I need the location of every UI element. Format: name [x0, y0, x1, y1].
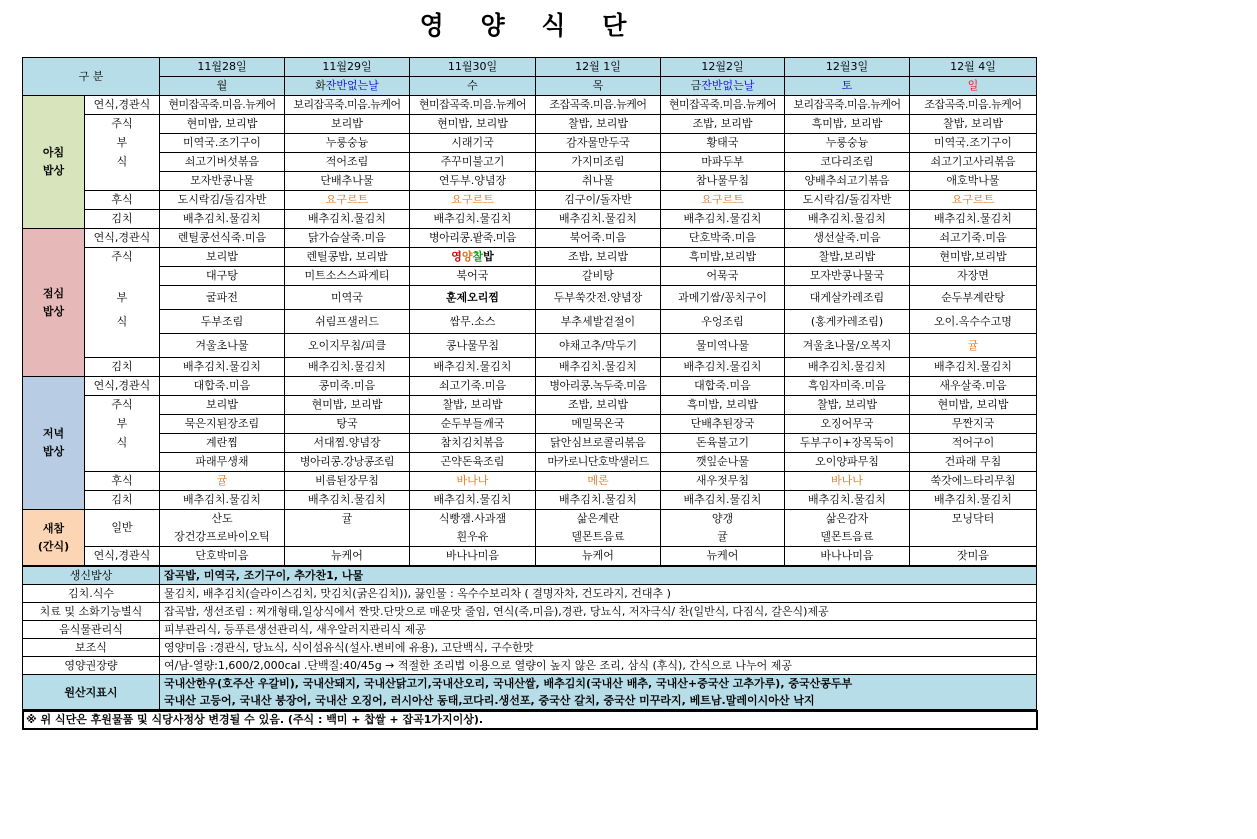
menu-cell: 취나물	[536, 172, 661, 191]
menu-cell: 새우살죽.미음	[910, 377, 1037, 396]
menu-cell: 현미잡곡죽.미음.뉴케어	[160, 96, 285, 115]
row-label	[85, 172, 160, 191]
menu-cell: 돈육불고기	[661, 434, 785, 453]
menu-cell: 배추김치.물김치	[410, 491, 536, 510]
table-row	[23, 210, 1037, 229]
origin-text	[160, 675, 1037, 710]
menu-cell: 누룽숭늉	[285, 134, 410, 153]
footer-row	[23, 603, 1037, 621]
menu-cell	[910, 528, 1037, 547]
menu-cell: 델몬트음료	[785, 528, 910, 547]
menu-cell: 배추김치.물김치	[160, 491, 285, 510]
menu-cell: 병아리콩.강낭콩조림	[285, 453, 410, 472]
menu-cell: 렌틸콩선식죽.미음	[160, 229, 285, 248]
footer-row	[23, 585, 1037, 603]
menu-cell: 보리밥	[160, 396, 285, 415]
footer-label: 치료 및 소화기능별식	[23, 603, 160, 621]
origin-line: 국내산 고등어, 국내산 붕장어, 국내산 오징어, 러시아산 동태,코다리.생선포, 중국산 갈치, 중국산 미꾸라지, 베트남.말레이시아산 낙지	[164, 694, 815, 707]
menu-cell: 찰밥, 보리밥	[910, 115, 1037, 134]
header-date: 11월30일	[410, 58, 536, 77]
menu-cell: 미역국.조기구이	[160, 134, 285, 153]
menu-cell: 부추세발겉절이	[536, 310, 661, 334]
menu-cell: 배추김치.물김치	[410, 358, 536, 377]
menu-cell: 배추김치.물김치	[536, 210, 661, 229]
menu-cell: 훈제오리찜	[410, 286, 536, 310]
header-weekday	[785, 77, 910, 96]
section-label-line: 밥상	[42, 164, 65, 177]
header-weekday	[285, 77, 410, 96]
row-label: 연식,경관식	[85, 96, 160, 115]
table-row	[23, 115, 1037, 134]
menu-cell: 배추김치.물김치	[285, 210, 410, 229]
menu-cell: 적어조림	[285, 153, 410, 172]
menu-cell: 조밥, 보리밥	[661, 115, 785, 134]
menu-cell: 배추김치.물김치	[661, 491, 785, 510]
menu-cell: 대합죽.미음	[661, 377, 785, 396]
table-row	[23, 510, 1037, 529]
table-row	[23, 472, 1037, 491]
menu-cell: 곤약돈육조림	[410, 453, 536, 472]
menu-cell: 자장면	[910, 267, 1037, 286]
menu-cell: 잣미음	[910, 547, 1037, 566]
menu-cell: 쉬림프샐러드	[285, 310, 410, 334]
menu-cell: 뉴케어	[661, 547, 785, 566]
menu-cell: 흑미밥,보리밥	[661, 248, 785, 267]
menu-cell: 보리밥	[285, 115, 410, 134]
menu-cell: 귤	[661, 528, 785, 547]
menu-cell: 배추김치.물김치	[536, 358, 661, 377]
menu-cell: 두부조림	[160, 310, 285, 334]
menu-cell: 시래기국	[410, 134, 536, 153]
menu-cell: 귤	[160, 472, 285, 491]
menu-cell: 보리잡곡죽.미음.뉴케어	[785, 96, 910, 115]
table-row	[23, 172, 1037, 191]
menu-cell: 콩나물무침	[410, 334, 536, 358]
menu-cell: 단호박죽.미음	[661, 229, 785, 248]
footer-text: 잡곡밥, 생선조림 : 찌개형태,일상식에서 짠맛.단맛으로 매운맛 줄임, 연식(죽,미음),경관, 당뇨식, 저자극식/ 찬(일반식, 다짐식, 갈은식)제공	[160, 603, 1037, 621]
weekday-label: 월	[216, 79, 228, 92]
header-label: 구 분	[23, 58, 160, 96]
menu-cell: 요구르트	[910, 191, 1037, 210]
menu-cell: 누룽숭늉	[785, 134, 910, 153]
table-row	[23, 358, 1037, 377]
footer-row	[23, 657, 1037, 675]
menu-cell	[285, 528, 410, 547]
menu-cell: 배추김치.물김치	[536, 491, 661, 510]
menu-cell: 양갱	[661, 510, 785, 529]
section-label-line: 아침	[42, 146, 65, 159]
menu-cell: 어묵국	[661, 267, 785, 286]
menu-cell: 현미밥, 보리밥	[910, 396, 1037, 415]
footer-row	[23, 567, 1037, 585]
menu-cell: 오징어무국	[785, 415, 910, 434]
menu-cell: 배추김치.물김치	[160, 210, 285, 229]
section-label-line: 밥상	[42, 304, 65, 318]
footer-label: 생신밥상	[23, 567, 160, 585]
table-row	[23, 310, 1037, 334]
header-weekday	[661, 77, 785, 96]
menu-cell: 메밀묵온국	[536, 415, 661, 434]
table-row	[23, 267, 1037, 286]
menu-cell: 두부쑥갓전.양념장	[536, 286, 661, 310]
header-date: 12월 1일	[536, 58, 661, 77]
menu-cell: 적어구이	[910, 434, 1037, 453]
menu-cell: 찰밥,보리밥	[785, 248, 910, 267]
menu-cell: 배추김치.물김치	[661, 210, 785, 229]
menu-cell: 두부구이+장목둑이	[785, 434, 910, 453]
row-label: 김치	[85, 491, 160, 510]
footer-text: 잡곡밥, 미역국, 조기구이, 추가찬1, 나물	[160, 567, 1037, 585]
row-label	[85, 453, 160, 472]
menu-cell: 배추김치.물김치	[160, 358, 285, 377]
table-row	[23, 96, 1037, 115]
origin-line: 국내산한우(호주산 우갈비), 국내산돼지, 국내산닭고기,국내산오리, 국내산쌀, 배추김치(국내산 배추, 국내산+중국산 고추가루), 중국산콩두부	[164, 677, 853, 690]
menu-sheet	[22, 57, 1036, 730]
table-row	[23, 286, 1037, 310]
table-row	[23, 58, 1037, 77]
menu-cell: 가지미조림	[536, 153, 661, 172]
header-weekday	[536, 77, 661, 96]
menu-cell: 쇠고기죽.미음	[410, 377, 536, 396]
menu-cell: 귤	[285, 510, 410, 529]
header-weekday	[410, 77, 536, 96]
row-label	[85, 334, 160, 358]
section-label-line: 저녁	[42, 427, 65, 440]
menu-cell: 황태국	[661, 134, 785, 153]
menu-cell: 배추김치.물김치	[285, 358, 410, 377]
footer-table	[22, 566, 1037, 710]
section-label-line: 새참	[42, 521, 65, 535]
menu-cell: 북어국	[410, 267, 536, 286]
table-row	[23, 396, 1037, 415]
footer-row	[23, 621, 1037, 639]
menu-cell: 파래무생채	[160, 453, 285, 472]
menu-cell: 연두부.양념장	[410, 172, 536, 191]
footer-text: 피부관리식, 등푸른생선관리식, 새우알러지관리식 제공	[160, 621, 1037, 639]
row-label: 식	[85, 153, 160, 172]
menu-cell: 콩미죽.미음	[285, 377, 410, 396]
menu-cell: 바나나미음	[410, 547, 536, 566]
page-title: 영 양 식 단	[419, 11, 641, 40]
menu-cell: 모자반콩나물	[160, 172, 285, 191]
menu-cell: 무짠지국	[910, 415, 1037, 434]
menu-cell: 흑임자미죽.미음	[785, 377, 910, 396]
menu-cell: 메론	[536, 472, 661, 491]
row-label: 김치	[85, 358, 160, 377]
section-label-line: 밥상	[42, 445, 65, 458]
menu-cell: 장건강프로바이오틱	[160, 528, 285, 547]
menu-cell: 쇠고기고사리볶음	[910, 153, 1037, 172]
section-label-line: (간식)	[37, 539, 70, 553]
menu-cell: 마파두부	[661, 153, 785, 172]
special-rice-char: 영	[451, 250, 462, 263]
weekday-label: 수	[467, 79, 478, 92]
menu-cell: 현미밥,보리밥	[910, 248, 1037, 267]
table-row	[23, 415, 1037, 434]
header-date: 11월29일	[285, 58, 410, 77]
menu-cell: 대게살카레조림	[785, 286, 910, 310]
menu-cell: 쑥갓에느타리무침	[910, 472, 1037, 491]
table-row	[23, 77, 1037, 96]
menu-cell: 배추김치.물김치	[661, 358, 785, 377]
menu-cell: 보리밥	[160, 248, 285, 267]
row-label: 연식,경관식	[85, 547, 160, 566]
weekday-label: 일	[967, 79, 979, 92]
menu-cell: 현미밥, 보리밥	[410, 115, 536, 134]
menu-cell: 찰밥, 보리밥	[536, 115, 661, 134]
menu-cell: 쇠고기버섯볶음	[160, 153, 285, 172]
menu-cell: 배추김치.물김치	[785, 210, 910, 229]
menu-cell: 식빵잼.사과잼	[410, 510, 536, 529]
menu-cell: 비름된장무침	[285, 472, 410, 491]
menu-cell: 배추김치.물김치	[910, 491, 1037, 510]
table-row	[23, 528, 1037, 547]
menu-cell: 렌틸콩밥, 보리밥	[285, 248, 410, 267]
menu-cell: 현미밥, 보리밥	[160, 115, 285, 134]
menu-cell: 현미잡곡죽.미음.뉴케어	[410, 96, 536, 115]
breakfast-section-label	[23, 96, 85, 229]
menu-cell: 조잡곡죽.미음.뉴케어	[536, 96, 661, 115]
menu-cell: 요구르트	[410, 191, 536, 210]
menu-cell: 닭가슴살죽.미음	[285, 229, 410, 248]
menu-cell: 쌈무.소스	[410, 310, 536, 334]
weekday-label: 금	[690, 79, 702, 92]
menu-cell: 단배추된장국	[661, 415, 785, 434]
row-label: 부	[85, 286, 160, 310]
menu-cell: 감자물만두국	[536, 134, 661, 153]
menu-cell: 순두부들깨국	[410, 415, 536, 434]
footer-label: 김치.식수	[23, 585, 160, 603]
menu-cell: 모자반콩나물국	[785, 267, 910, 286]
menu-cell: 오이양파무침	[785, 453, 910, 472]
menu-cell: 양배추쇠고기볶음	[785, 172, 910, 191]
special-rice-char: 찰	[472, 250, 484, 263]
menu-cell: 서대찜.양념장	[285, 434, 410, 453]
header-date: 11월28일	[160, 58, 285, 77]
no-leftover-day-label: 잔반없는날	[325, 79, 379, 92]
table-row	[23, 434, 1037, 453]
menu-cell: 참나물무침	[661, 172, 785, 191]
footer-text: 영양미음 :경관식, 당뇨식, 식이섬유식(설사.변비에 유용), 고단백식, 구수한맛	[160, 639, 1037, 657]
menu-cell	[410, 248, 536, 267]
menu-cell: 보리잡곡죽.미음.뉴케어	[285, 96, 410, 115]
row-label: 부	[85, 415, 160, 434]
menu-cell: 조잡곡죽.미음.뉴케어	[910, 96, 1037, 115]
menu-cell: 산도	[160, 510, 285, 529]
header-date: 12월 4일	[910, 58, 1037, 77]
row-label: 후식	[85, 472, 160, 491]
menu-cell: 배추김치.물김치	[410, 210, 536, 229]
row-label: 연식,경관식	[85, 229, 160, 248]
footer-label: 음식물관리식	[23, 621, 160, 639]
menu-cell: 조밥, 보리밥	[536, 396, 661, 415]
menu-cell: 도시락김/돌김자반	[160, 191, 285, 210]
menu-cell: 흰우유	[410, 528, 536, 547]
header-weekday	[910, 77, 1037, 96]
menu-cell: 미트소스스파게티	[285, 267, 410, 286]
menu-table	[22, 57, 1037, 566]
snack-section-label	[23, 510, 85, 566]
menu-cell: 배추김치.물김치	[285, 491, 410, 510]
menu-cell: 닭안심브로콜리볶음	[536, 434, 661, 453]
row-label: 연식,경관식	[85, 377, 160, 396]
row-label: 부	[85, 134, 160, 153]
footer-row	[23, 639, 1037, 657]
menu-cell: (홍게카레조림)	[785, 310, 910, 334]
menu-cell: 우엉조림	[661, 310, 785, 334]
menu-cell: 오이.옥수수고명	[910, 310, 1037, 334]
menu-cell: 바나나미음	[785, 547, 910, 566]
table-row	[23, 491, 1037, 510]
weekday-label: 목	[592, 79, 604, 92]
menu-cell: 뉴케어	[285, 547, 410, 566]
row-label: 일반	[85, 510, 160, 547]
menu-cell: 야채고추/막두기	[536, 334, 661, 358]
footer-text: 물김치, 배추김치(슬라이스김치, 맛김치(굵은김치)), 끓인물 : 옥수수보리차 ( 결명자차, 건도라지, 건대추 )	[160, 585, 1037, 603]
menu-cell: 요구르트	[285, 191, 410, 210]
origin-row	[23, 675, 1037, 710]
table-row	[23, 153, 1037, 172]
section-label-line: 점심	[42, 286, 65, 300]
menu-cell: 삶은감자	[785, 510, 910, 529]
menu-cell: 찰밥, 보리밥	[785, 396, 910, 415]
menu-cell: 배추김치.물김치	[785, 358, 910, 377]
menu-cell: 겨울초나물	[160, 334, 285, 358]
menu-cell: 대합죽.미음	[160, 377, 285, 396]
menu-cell: 흑미밥, 보리밥	[661, 396, 785, 415]
table-row	[23, 248, 1037, 267]
menu-cell: 코다리조림	[785, 153, 910, 172]
menu-cell: 오이지무침/피클	[285, 334, 410, 358]
header-date: 12월2일	[661, 58, 785, 77]
header-weekday	[160, 77, 285, 96]
menu-cell: 도시락김/돌김자반	[785, 191, 910, 210]
menu-cell: 겨울초나물/오복지	[785, 334, 910, 358]
table-row	[23, 191, 1037, 210]
menu-cell: 탕국	[285, 415, 410, 434]
weekday-label: 토	[841, 79, 853, 92]
menu-cell: 새우젓무침	[661, 472, 785, 491]
menu-cell: 병아리콩.녹두죽.미음	[536, 377, 661, 396]
row-label: 주식	[85, 396, 160, 415]
menu-cell: 조밥, 보리밥	[536, 248, 661, 267]
menu-cell: 모닝닥터	[910, 510, 1037, 529]
weekday-label: 화	[315, 79, 326, 92]
menu-cell: 배추김치.물김치	[910, 358, 1037, 377]
menu-cell: 생선살죽.미음	[785, 229, 910, 248]
menu-cell: 물미역나물	[661, 334, 785, 358]
menu-cell: 주꾸미불고기	[410, 153, 536, 172]
no-leftover-day-label: 잔반없는날	[701, 79, 755, 92]
menu-cell: 과메기쌈/꽁치구이	[661, 286, 785, 310]
origin-label: 원산지표시	[23, 675, 160, 710]
menu-cell: 건파래 무침	[910, 453, 1037, 472]
dinner-section-label	[23, 377, 85, 510]
special-rice-char: 양	[461, 250, 473, 263]
menu-cell: 배추김치.물김치	[910, 210, 1037, 229]
header-date: 12월3일	[785, 58, 910, 77]
menu-cell: 순두부계란탕	[910, 286, 1037, 310]
menu-cell: 미역국.조기구이	[910, 134, 1037, 153]
menu-cell: 현미밥, 보리밥	[285, 396, 410, 415]
row-label: 후식	[85, 191, 160, 210]
footer-label: 영양권장량	[23, 657, 160, 675]
special-rice-char: 밥	[483, 250, 494, 263]
row-label: 식	[85, 434, 160, 453]
lunch-section-label	[23, 229, 85, 377]
menu-cell: 애호박나물	[910, 172, 1037, 191]
menu-cell: 귤	[910, 334, 1037, 358]
footer-text: 여/남-열량:1,600/2,000cal .단백질:40/45g → 적절한 조리법 이용으로 열량이 높지 않은 조리, 삼식 (후식), 간식으로 나누어 제공	[160, 657, 1037, 675]
table-row	[23, 453, 1037, 472]
menu-cell: 대구탕	[160, 267, 285, 286]
row-label: 주식	[85, 115, 160, 134]
menu-cell: 단배추나물	[285, 172, 410, 191]
table-row	[23, 547, 1037, 566]
row-label	[85, 267, 160, 286]
menu-cell: 갈비탕	[536, 267, 661, 286]
row-label: 식	[85, 310, 160, 334]
table-row	[23, 134, 1037, 153]
row-label: 주식	[85, 248, 160, 267]
menu-cell: 깻잎순나물	[661, 453, 785, 472]
menu-cell: 계란찜	[160, 434, 285, 453]
menu-cell: 마카로니단호박샐러드	[536, 453, 661, 472]
menu-cell: 단호박미음	[160, 547, 285, 566]
menu-cell: 바나나	[785, 472, 910, 491]
menu-cell: 바나나	[410, 472, 536, 491]
menu-cell: 병아리콩.팥죽.미음	[410, 229, 536, 248]
menu-cell: 배추김치.물김치	[785, 491, 910, 510]
menu-cell: 삶은계란	[536, 510, 661, 529]
table-row	[23, 334, 1037, 358]
table-row	[23, 377, 1037, 396]
menu-cell: 쇠고기죽.미음	[910, 229, 1037, 248]
menu-cell: 요구르트	[661, 191, 785, 210]
menu-cell: 뉴케어	[536, 547, 661, 566]
notice: ※ 위 식단은 후원물품 및 식당사정상 변경될 수 있음. (주식 : 백미 + 찹쌀 + 잡곡1가지이상).	[22, 710, 1038, 730]
menu-cell: 현미잡곡죽.미음.뉴케어	[661, 96, 785, 115]
menu-cell: 굴파전	[160, 286, 285, 310]
row-label: 김치	[85, 210, 160, 229]
footer-label: 보조식	[23, 639, 160, 657]
menu-cell: 미역국	[285, 286, 410, 310]
menu-cell: 북어죽.미음	[536, 229, 661, 248]
menu-cell: 델몬트음료	[536, 528, 661, 547]
table-row	[23, 229, 1037, 248]
menu-cell: 김구이/돌자반	[536, 191, 661, 210]
menu-cell: 묵은지된장조림	[160, 415, 285, 434]
menu-cell: 참치김치볶음	[410, 434, 536, 453]
menu-cell: 찰밥, 보리밥	[410, 396, 536, 415]
menu-cell: 흑미밥, 보리밥	[785, 115, 910, 134]
